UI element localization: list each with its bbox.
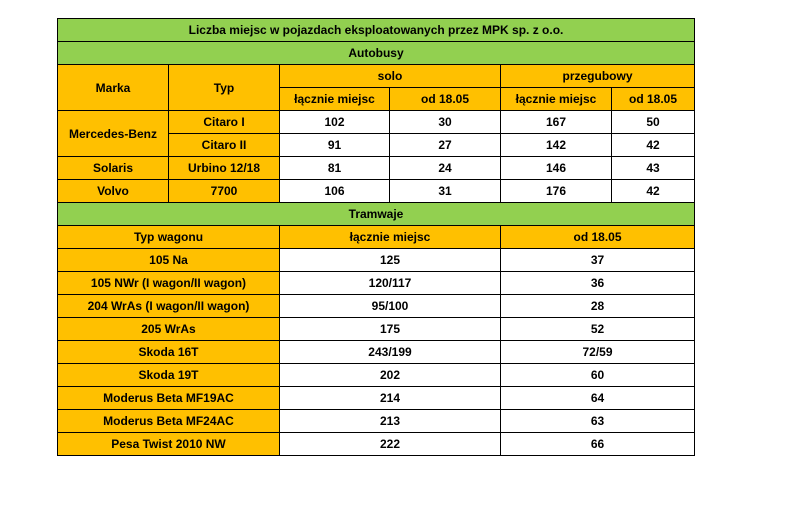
tram-typ: Moderus Beta MF24AC (58, 410, 280, 433)
table-row (58, 318, 695, 341)
bus-prz-od: 42 (612, 180, 695, 203)
tram-total: 202 (280, 364, 501, 387)
bus-prz-od: 50 (612, 111, 695, 134)
bus-prz-total: 167 (501, 111, 612, 134)
table-row (58, 272, 695, 295)
tram-od: 36 (501, 272, 695, 295)
seats-table-container (57, 18, 695, 456)
table-row (58, 180, 695, 203)
tram-od: 52 (501, 318, 695, 341)
tram-od: 72/59 (501, 341, 695, 364)
tram-typ: Skoda 16T (58, 341, 280, 364)
bus-typ: 7700 (169, 180, 280, 203)
tram-total: 175 (280, 318, 501, 341)
bus-marka: Solaris (58, 157, 169, 180)
tram-od: 63 (501, 410, 695, 433)
tram-typ: 205 WrAs (58, 318, 280, 341)
tram-typ: 105 Na (58, 249, 280, 272)
table-title: Liczba miejsc w pojazdach eksploatowanych przez MPK sp. z o.o. (58, 19, 695, 42)
header-przegubowy-lacznie: łącznie miejsc (501, 88, 612, 111)
tram-total: 125 (280, 249, 501, 272)
bus-solo-od: 31 (390, 180, 501, 203)
header-solo-od: od 18.05 (390, 88, 501, 111)
bus-prz-total: 176 (501, 180, 612, 203)
bus-solo-total: 81 (280, 157, 390, 180)
bus-typ: Citaro II (169, 134, 280, 157)
bus-prz-total: 146 (501, 157, 612, 180)
table-row (58, 249, 695, 272)
tram-total: 95/100 (280, 295, 501, 318)
header-przegubowy: przegubowy (501, 65, 695, 88)
header-tram-od: od 18.05 (501, 226, 695, 249)
table-row (58, 111, 695, 134)
section-autobusy: Autobusy (58, 42, 695, 65)
tram-typ: Skoda 19T (58, 364, 280, 387)
bus-prz-od: 43 (612, 157, 695, 180)
tram-total: 120/117 (280, 272, 501, 295)
bus-solo-total: 102 (280, 111, 390, 134)
tram-typ: 204 WrAs (I wagon/II wagon) (58, 295, 280, 318)
table-row (58, 364, 695, 387)
tram-od: 66 (501, 433, 695, 456)
bus-typ: Urbino 12/18 (169, 157, 280, 180)
bus-solo-total: 106 (280, 180, 390, 203)
tram-typ: Moderus Beta MF19AC (58, 387, 280, 410)
bus-marka: Mercedes-Benz (58, 111, 169, 157)
tram-total: 222 (280, 433, 501, 456)
header-przegubowy-od: od 18.05 (612, 88, 695, 111)
tram-total: 243/199 (280, 341, 501, 364)
tram-typ: 105 NWr (I wagon/II wagon) (58, 272, 280, 295)
tram-total: 214 (280, 387, 501, 410)
table-row (58, 433, 695, 456)
tram-od: 37 (501, 249, 695, 272)
bus-solo-od: 24 (390, 157, 501, 180)
bus-solo-od: 27 (390, 134, 501, 157)
tram-total: 213 (280, 410, 501, 433)
seats-table (57, 18, 695, 456)
tram-typ: Pesa Twist 2010 NW (58, 433, 280, 456)
header-solo-lacznie: łącznie miejsc (280, 88, 390, 111)
table-row (58, 157, 695, 180)
section-tramwaje: Tramwaje (58, 203, 695, 226)
bus-prz-od: 42 (612, 134, 695, 157)
table-row (58, 295, 695, 318)
table-row (58, 341, 695, 364)
table-row (58, 410, 695, 433)
bus-prz-total: 142 (501, 134, 612, 157)
tram-od: 28 (501, 295, 695, 318)
header-typ-wagonu: Typ wagonu (58, 226, 280, 249)
bus-typ: Citaro I (169, 111, 280, 134)
header-tram-lacznie: łącznie miejsc (280, 226, 501, 249)
tram-od: 64 (501, 387, 695, 410)
header-typ: Typ (169, 65, 280, 111)
header-solo: solo (280, 65, 501, 88)
bus-marka: Volvo (58, 180, 169, 203)
header-marka: Marka (58, 65, 169, 111)
tram-od: 60 (501, 364, 695, 387)
table-row (58, 387, 695, 410)
bus-solo-od: 30 (390, 111, 501, 134)
bus-solo-total: 91 (280, 134, 390, 157)
